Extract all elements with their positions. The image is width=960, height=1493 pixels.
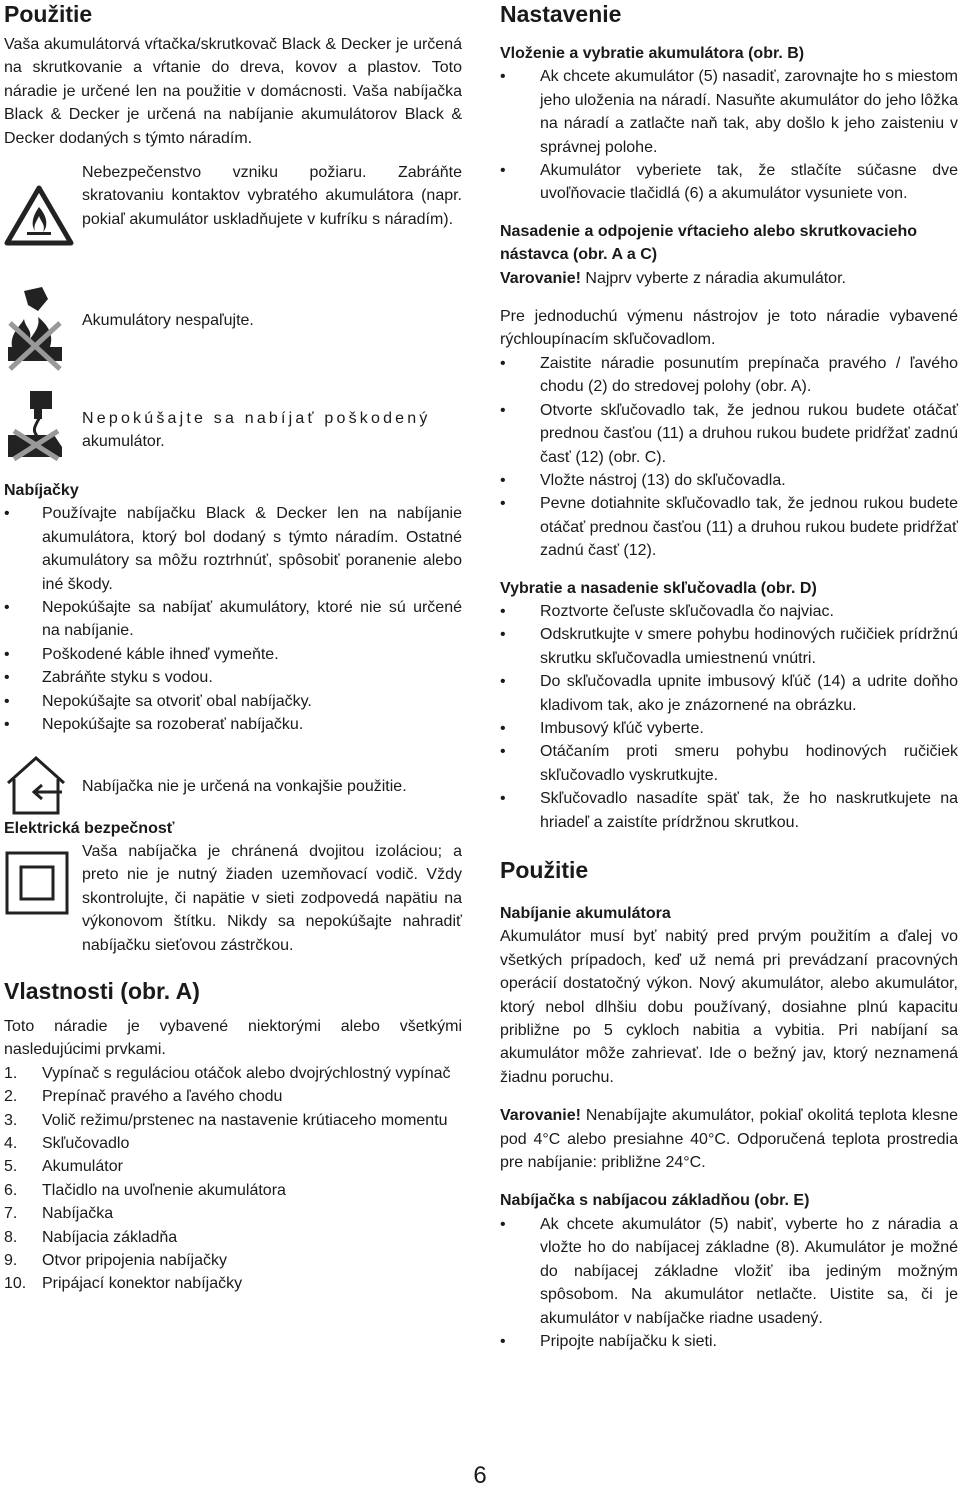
section-title-use: Použitie [4, 1, 93, 27]
electrical-safety-text: Vaša nabíjačka je chránená dvojitou izoláciou; a preto nie je nutný žiaden uzemňovací vodič. Vždy skontrolujte, či napätie v sieti zodpovedá napätiu na výkonovom štítku. Nikdy sa nepokúšajte nahradiť nabíjačku sieťovou zástrčkou. [82, 842, 462, 954]
list-item: • Skľučovadlo nasadíte späť tak, že ho naskrutkujete na hriadeľ a zaistíte prídržnou skrutkou. [500, 790, 958, 831]
list-item: • Zaistite náradie posunutím prepínača pravého / ľavého chodu (2) do stredovej polohy (obr. A). [500, 354, 958, 396]
list-item: 2. Prepínač pravého a ľavého chodu [4, 1088, 283, 1106]
list-item: 4. Skľučovadlo [4, 1134, 130, 1152]
section-title-use-right: Použitie [500, 857, 589, 883]
charging-warning: Varovanie! Nenabíjajte akumulátor, pokiaľ okolitá teplota klesne pod 4°C alebo presiahne 40°C. Odporučená teplota prostredia pre nabíjanie: približne 24°C. [500, 1107, 958, 1172]
list-item: • Nepokúšajte sa nabíjať akumulátory, ktoré nie sú určené na nabíjanie. [4, 599, 462, 640]
chuck-heading: Vybratie a nasadenie skľučovadla (obr. D) [500, 579, 817, 597]
damaged-battery-text-1: Nepokúšajte sa nabíjať poškodený [82, 410, 431, 428]
fire-hazard-icon [4, 185, 74, 252]
indoor-only-text: Nabíjačka nie je určená na vonkajšie použitie. [82, 777, 407, 795]
battery-heading: Vloženie a vybratie akumulátora (obr. B) [500, 45, 805, 62]
list-item: • Nepokúšajte sa otvoriť obal nabíjačky. [4, 692, 312, 710]
list-item: 10. Pripájací konektor nabíjačky [4, 1275, 243, 1293]
list-item: • Otáčaním proti smeru pohybu hodinových ručičiek skľučovadlo vyskrutkujte. [500, 743, 958, 784]
list-item: • Používajte nabíjačku Black & Decker len na nabíjanie akumulátora, ktorý bol dodaný s týmto náradím. Ostatné akumulátory sa môžu roztrhnúť, spôsobiť poranenie alebo iné škody. [4, 505, 462, 593]
no-burn-warning [4, 295, 462, 383]
chargers-list [4, 502, 462, 736]
features-list [4, 1062, 462, 1296]
list-item: • Nepokúšajte sa rozoberať nabíjačku. [4, 716, 304, 734]
section-title-setup: Nastavenie [500, 1, 622, 27]
warning-label: Varovanie! [500, 269, 581, 287]
list-item: 7. Nabíjačka [4, 1205, 114, 1223]
charging-text: Akumulátor musí byť nabitý pred prvým použitím a ďalej vo všetkých prípadoch, keď už nemá pri prevádzaní pracovných operácií dostatočný výkon. Nový akumulátor, alebo akumulátor, ktorý nebol dlhšiu dobu používaný, dosiahne plnú kapacitu približne po 5 cykloch nabitia a vybitia. Pri nabíjaní sa akumulátor môže zahrievať. Ide o bežný jav, ktorý neznamená žiadnu poruchu. [500, 928, 958, 1086]
list-item: 1. Vypínač s reguláciou otáčok alebo dvojrýchlostný vypínač [4, 1064, 451, 1082]
double-insulation-icon [4, 850, 70, 921]
chargers-heading: Nabíjačky [4, 482, 79, 500]
no-burn-text: Akumulátory nespaľujte. [82, 312, 254, 330]
features-title: Vlastnosti (obr. A) [4, 977, 200, 1004]
no-burning-icon [4, 285, 68, 378]
no-charging-damaged-icon [4, 387, 68, 466]
charging-heading: Nabíjanie akumulátora [500, 905, 671, 922]
attach-heading: Nasadenie a odpojenie vŕtacieho alebo skrutkovacieho nástavca (obr. A a C) [500, 222, 918, 264]
list-item: • Vložte nástroj (13) do skľučovadla. [500, 471, 786, 489]
list-item: • Ak chcete akumulátor (5) nabiť, vyberte ho z náradia a vložte ho do nabíjacej základne (8). Akumulátor je možné do nabíjacej základne vložiť iba jediným možným spôsobom. Na akumulátor netlačte. Uistite sa, či je akumulátor v nabíjačke riadne usadený. [500, 1215, 958, 1327]
list-item: • Akumulátor vyberiete tak, že stlačíte súčasne dve uvoľňovacie tlačidlá (6) a akumulátor vysuniete von. [500, 162, 958, 203]
use-paragraph: Vaša akumulátorvá vŕtačka/skrutkovač Black & Decker je určená na skrutkovanie a vŕtanie do dreva, kovov a plastov. Toto náradie je určené len na použitie v domácnosti. Vaša nabíjačka Black & Decker je určená na nabíjanie akumulátorov Black & Decker dodaných s týmto náradím. [4, 36, 462, 147]
right-column [500, 0, 958, 1353]
fire-warning-text: Nebezpečenstvo vzniku požiaru. Zabráňte skratovaniu kontaktov vybratého akumulátora (napr. pokiaľ akumulátor uskladňujete v kufríku s náradím). [82, 164, 462, 228]
page-number: 6 [473, 1462, 487, 1489]
list-item: • Roztvorte čeľuste skľučovadla čo najviac. [500, 602, 834, 620]
list-item: • Pevne dotiahnite skľučovadlo tak, že jednou rukou budete otáčať prednou časťou (11) a druhou rukou budete pridŕžať zadnú časť (12). [500, 495, 958, 560]
list-item: • Pripojte nabíjačku k sieti. [500, 1332, 717, 1350]
list-item: 3. Volič režimu/prstenec na nastavenie krútiaceho momentu [4, 1111, 448, 1129]
list-item: 9. Otvor pripojenia nabíjačky [4, 1252, 227, 1269]
attach-intro: Pre jednoduchú výmenu nástrojov je toto náradie vybavené rýchloupínacím skľučovadlom. [500, 308, 958, 349]
list-item: • Do skľučovadla upnite imbusový kľúč (14) a udrite doňho kladivom tak, ako je znázornené na obrázku. [500, 673, 958, 714]
damaged-battery-text-2: akumulátor. [82, 433, 165, 451]
features-intro: Toto náradie je vybavené niektorými alebo všetkými nasledujúcimi prvkami. [4, 1017, 462, 1059]
list-item: • Poškodené káble ihneď vymeňte. [4, 645, 279, 663]
list-item: 6. Tlačidlo na uvoľnenie akumulátora [4, 1181, 286, 1199]
indoor-use-icon [4, 755, 74, 822]
fire-warning [4, 161, 462, 271]
indoor-only-warning [4, 755, 462, 817]
list-item: 5. Akumulátor [4, 1158, 123, 1176]
damaged-battery-warning [4, 407, 462, 479]
list-item: • Odskrutkujte v smere pohybu hodinových ručičiek prídržnú skrutku skľučovadla umiestnenú vnútri. [500, 626, 958, 667]
list-item: • Otvorte skľučovadlo tak, že jednou rukou budete otáčať prednou časťou (11) a druhou rukou budete pridŕžať zadnú časť (12) (obr. C). [500, 401, 958, 466]
base-heading: Nabíjačka s nabíjacou základňou (obr. E) [500, 1192, 810, 1210]
list-item: • Ak chcete akumulátor (5) nasadiť, zarovnajte ho s miestom jeho uloženia na náradí. Nasuňte akumulátor do jeho lôžka na náradí a zatlačte naň tak, aby došlo k jeho zaisteniu v správnej polohe. [500, 68, 958, 156]
electrical-safety-heading: Elektrická bezpečnosť [4, 819, 175, 837]
double-insulation-note [4, 840, 462, 957]
list-item: • Zabráňte styku s vodou. [4, 669, 213, 687]
attach-warning: Varovanie! Najprv vyberte z náradia akumulátor. [500, 269, 846, 287]
list-item: 8. Nabíjacia základňa [4, 1228, 178, 1246]
list-item: • Imbusový kľúč vyberte. [500, 719, 704, 737]
warning-label: Varovanie! [500, 1107, 581, 1125]
left-column [4, 0, 462, 1296]
